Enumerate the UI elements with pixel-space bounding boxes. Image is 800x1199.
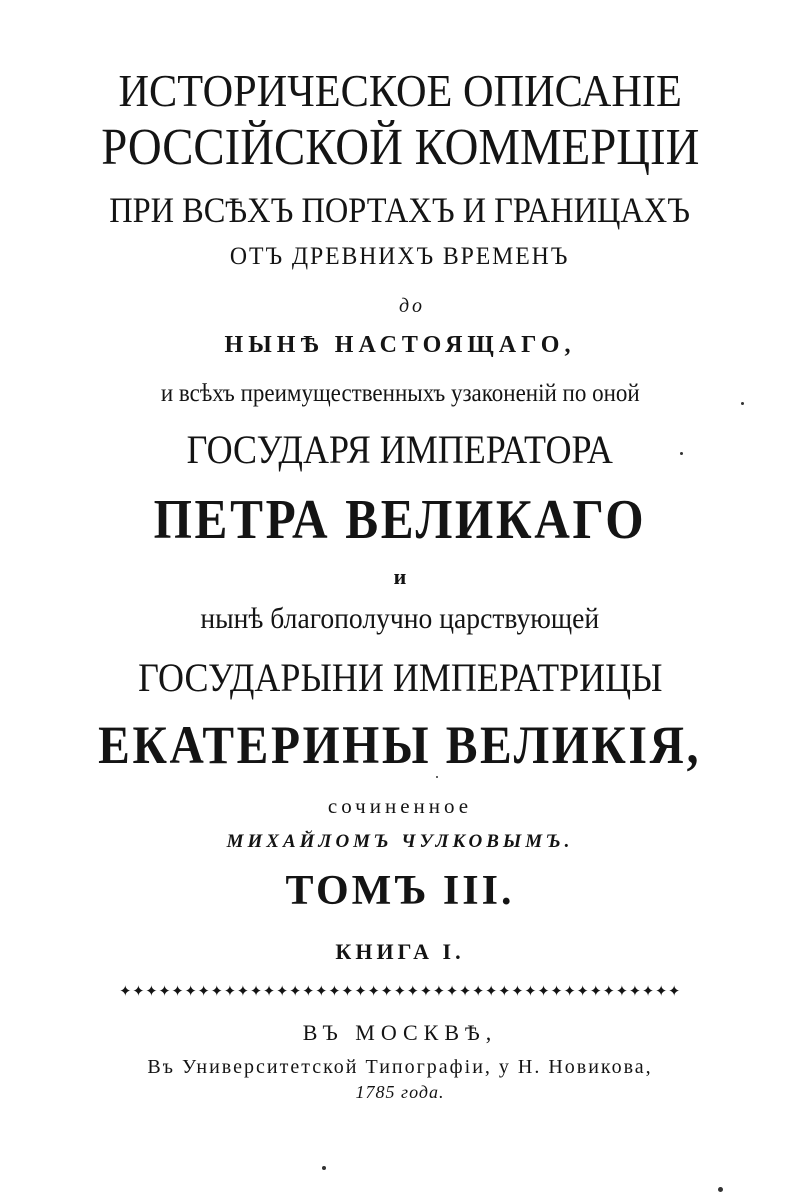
title-line-ekateriny: ЕКАТЕРИНЫ ВЕЛИКІЯ, (98, 715, 702, 775)
volume-line: ТОМЪ III. (285, 868, 515, 914)
imprint-printer: Въ Университетской Типографіи, у Н. Новикова, (147, 1056, 653, 1078)
title-line-do: до (398, 295, 426, 317)
title-line-1: ИСТОРИЧЕСКОЕ ОПИСАНІЕ (118, 65, 682, 116)
title-line-petra: ПЕТРА ВЕЛИКАГО (153, 489, 647, 551)
title-line-3: ПРИ ВСѢХЪ ПОРТАХЪ И ГРАНИЦАХЪ (109, 190, 691, 230)
title-line-sochinennoe: сочиненное (327, 794, 473, 818)
print-speck (436, 776, 438, 778)
title-line-nyne: НЫНѢ НАСТОЯЩАГО, (224, 332, 576, 358)
print-speck (718, 1187, 723, 1192)
imprint-year: 1785 года. (355, 1082, 445, 1102)
ornament-divider: ✦✦✦✦✦✦✦✦✦✦✦✦✦✦✦✦✦✦✦✦✦✦✦✦✦✦✦✦✦✦✦✦✦✦✦✦✦✦✦✦✦✦✦ (119, 982, 681, 1000)
print-speck (741, 402, 744, 405)
title-line-conjunction: и (393, 564, 407, 589)
title-line-2: РОССІЙСКОЙ КОММЕРЦІИ (100, 119, 700, 176)
imprint-place: ВЪ МОСКВѢ, (302, 1020, 498, 1045)
author-line: МИХАЙЛОМЪ ЧУЛКОВЫМЪ. (226, 831, 574, 852)
title-line-uzakoneniy: и всѣхъ преимущественныхъ узаконеній по оной (160, 380, 640, 407)
print-speck (322, 1166, 326, 1170)
title-line-gosudarya: ГОСУДАРЯ ИМПЕРАТОРА (186, 427, 614, 472)
print-speck (680, 452, 683, 455)
title-line-gosudaryni: ГОСУДАРЫНИ ИМПЕРАТРИЦЫ (137, 655, 663, 700)
book-line: КНИГА I. (335, 939, 465, 964)
title-line-tsarstvuyushchey: нынѣ благополучно царствующей (200, 602, 600, 635)
title-line-4: ОТЪ ДРЕВНИХЪ ВРЕМЕНЪ (230, 243, 570, 270)
